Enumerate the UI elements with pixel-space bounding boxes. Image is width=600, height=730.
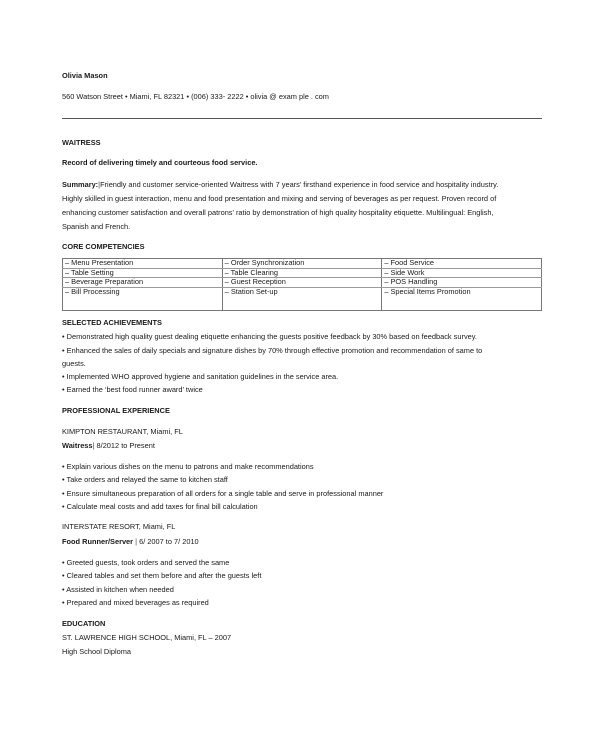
list-item: • Implemented WHO approved hygiene and sanitation guidelines in the service area. [62, 372, 339, 381]
list-item: • Enhanced the sales of daily specials and signature dishes by 70% through effective promotion and recommendation of same to [62, 346, 483, 355]
summary-line-3: enhancing customer satisfaction and overall patrons' ratio by demonstration of high quality hospitality etiquette. Multilingual: English, [62, 208, 494, 217]
competency-cell: – Order Synchronization [222, 259, 382, 269]
list-item: • Assisted in kitchen when needed [62, 585, 174, 594]
job-employer: KIMPTON RESTAURANT, Miami, FL [62, 427, 183, 436]
contact-line: 560 Watson Street • Miami, FL 82321 • (006) 333- 2222 • olivia @ exam ple . com [62, 92, 329, 101]
list-item: • Take orders and relayed the same to kitchen staff [62, 475, 228, 484]
job-separator: | [92, 441, 97, 450]
role-heading: WAITRESS [62, 138, 101, 147]
table-row [63, 278, 542, 288]
education-school: ST. LAWRENCE HIGH SCHOOL, Miami, FL – 2007 [62, 633, 232, 642]
job-dates: 6/ 2007 to 7/ 2010 [139, 537, 199, 546]
job-dates: 8/2012 to Present [96, 441, 155, 450]
table-row [63, 287, 542, 310]
competency-cell: – Guest Reception [222, 278, 382, 288]
summary-separator: | [98, 180, 101, 189]
education-degree: High School Diploma [62, 647, 132, 656]
list-item: • Explain various dishes on the menu to patrons and make recommendations [62, 462, 314, 471]
job-title-line [62, 537, 199, 546]
competencies-heading: CORE COMPETENCIES [62, 242, 145, 251]
job-title: Waitress [62, 441, 93, 450]
competency-cell: – Food Service [382, 259, 542, 269]
tagline: Record of delivering timely and courteous food service. [62, 158, 258, 167]
list-item: • Earned the ‘best food runner award’ twice [62, 385, 203, 394]
competency-cell: – Table Clearing [222, 268, 382, 278]
education-heading: EDUCATION [62, 619, 106, 628]
competency-cell: – Special Items Promotion [382, 287, 542, 310]
list-item: • Calculate meal costs and add taxes for final bill calculation [62, 502, 258, 511]
job-separator: | [133, 537, 140, 546]
summary-label: Summary: [62, 180, 99, 189]
competency-cell: – Bill Processing [63, 287, 223, 310]
summary-line-1: Friendly and customer service-oriented Waitress with 7 years' firsthand experience in food service and hospitality industry. [100, 180, 499, 189]
competency-cell: – Beverage Preparation [63, 278, 223, 288]
competency-cell: – Station Set-up [222, 287, 382, 310]
competency-cell: – Menu Presentation [63, 259, 223, 269]
list-item: • Cleared tables and set them before and after the guests left [62, 571, 262, 580]
job-employer: INTERSTATE RESORT, Miami, FL [62, 522, 176, 531]
summary-block [62, 178, 540, 234]
competency-cell: – Side Work [382, 268, 542, 278]
list-item: • Ensure simultaneous preparation of all orders for a single table and serve in professional manner [62, 489, 384, 498]
experience-heading: PROFESSIONAL EXPERIENCE [62, 406, 170, 415]
header-divider [62, 118, 542, 119]
summary-line-2: Highly skilled in guest interaction, menu and food presentation and mixing and serving of beverages as per request. Proven record of [62, 194, 497, 203]
summary-line-4: Spanish and French. [62, 222, 131, 231]
competencies-table [62, 258, 542, 311]
list-item: guests. [62, 359, 86, 368]
list-item: • Prepared and mixed beverages as required [62, 598, 209, 607]
list-item: • Greeted guests, took orders and served the same [62, 558, 230, 567]
job-title: Food Runner/Server [62, 537, 134, 546]
list-item: • Demonstrated high quality guest dealing etiquette enhancing the guests positive feedback by 30% based on feedback survey. [62, 332, 477, 341]
achievements-heading: SELECTED ACHIEVEMENTS [62, 318, 162, 327]
competency-cell: – POS Handling [382, 278, 542, 288]
table-row [63, 259, 542, 269]
candidate-name: Olivia Mason [62, 71, 108, 80]
job-title-line [62, 441, 155, 450]
competency-cell: – Table Setting [63, 268, 223, 278]
